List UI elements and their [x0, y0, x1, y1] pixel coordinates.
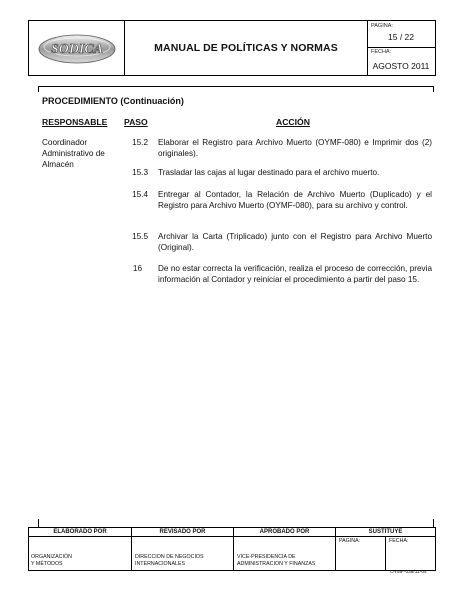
date-caption: FECHA: [371, 49, 392, 55]
logo-text: SODICA [50, 42, 104, 57]
footer-revisado-value: DIRECCION DE NEGOCIOS INTERNACIONALES [135, 554, 204, 567]
body-frame-line [38, 519, 39, 527]
step-action: Archivar la Carta (Triplicado) junto con el Registro para Archivo Muerto (Original). [158, 232, 432, 252]
header-divider [367, 47, 435, 48]
body-frame-line [38, 86, 434, 87]
footer-header-sustituye: SUSTITUYE [368, 529, 403, 535]
page-caption: PAGINA: [371, 23, 393, 29]
footer-divider [385, 537, 386, 570]
responsable-role: Coordinador Administrativo de Almacén [42, 138, 105, 169]
footer-elaborado-value: ORGANIZACIÓN Y MÉTODOS [31, 554, 72, 567]
column-header-responsable: RESPONSABLE [42, 117, 108, 127]
step-number: 16 [132, 264, 142, 273]
step-action: Trasladar las cajas al lugar destinado para el archivo muerto. [158, 168, 380, 177]
column-header-paso: PASO [124, 117, 148, 127]
step-number: 15.3 [132, 168, 148, 177]
approval-footer [28, 527, 436, 571]
footer-divider [29, 536, 435, 537]
column-header-accion: ACCIÓN [276, 117, 310, 127]
step-number: 15.5 [132, 232, 148, 241]
footer-fecha-label: FECHA: [389, 538, 409, 544]
footer-pagina-label: PAGINA: [339, 538, 361, 544]
footer-header-elaborado: ELABORADO POR [53, 529, 107, 535]
company-logo [35, 27, 119, 69]
page-number: 15 / 22 [388, 32, 414, 42]
step-action: Entregar al Contador, la Relación de Archivo Muerto (Duplicado) y el Registro para Archivo Muerto (OYMF-080), para su archivo y control. [158, 190, 432, 210]
document-header [28, 20, 436, 76]
section-title: PROCEDIMIENTO (Continuación) [42, 96, 184, 106]
document-title: MANUAL DE POLÍTICAS Y NORMAS [154, 42, 338, 54]
footer-aprobado-value: VICE-PRESIDENCIA DE ADMINISTRACION Y FINANZAS [237, 554, 316, 567]
footer-header-aprobado: APROBADO POR [259, 529, 310, 535]
step-action: De no estar correcta la verificación, realiza el proceso de corrección, previa información al Contador y reiniciar el procedimiento a partir del paso 15. [158, 264, 432, 284]
step-action: Elaborar el Registro para Archivo Muerto (OYMF-080) e Imprimir dos (2) originales). [158, 138, 432, 158]
document-date: AGOSTO 2011 [372, 61, 430, 71]
form-code: OYMF-039/11-04 [390, 570, 427, 575]
step-number: 15.4 [132, 190, 148, 199]
footer-header-revisado: REVISADO POR [159, 529, 206, 535]
body-frame-line [433, 519, 434, 527]
step-number: 15.2 [132, 138, 148, 147]
body-frame-line [38, 86, 39, 92]
body-frame-line [433, 86, 434, 92]
